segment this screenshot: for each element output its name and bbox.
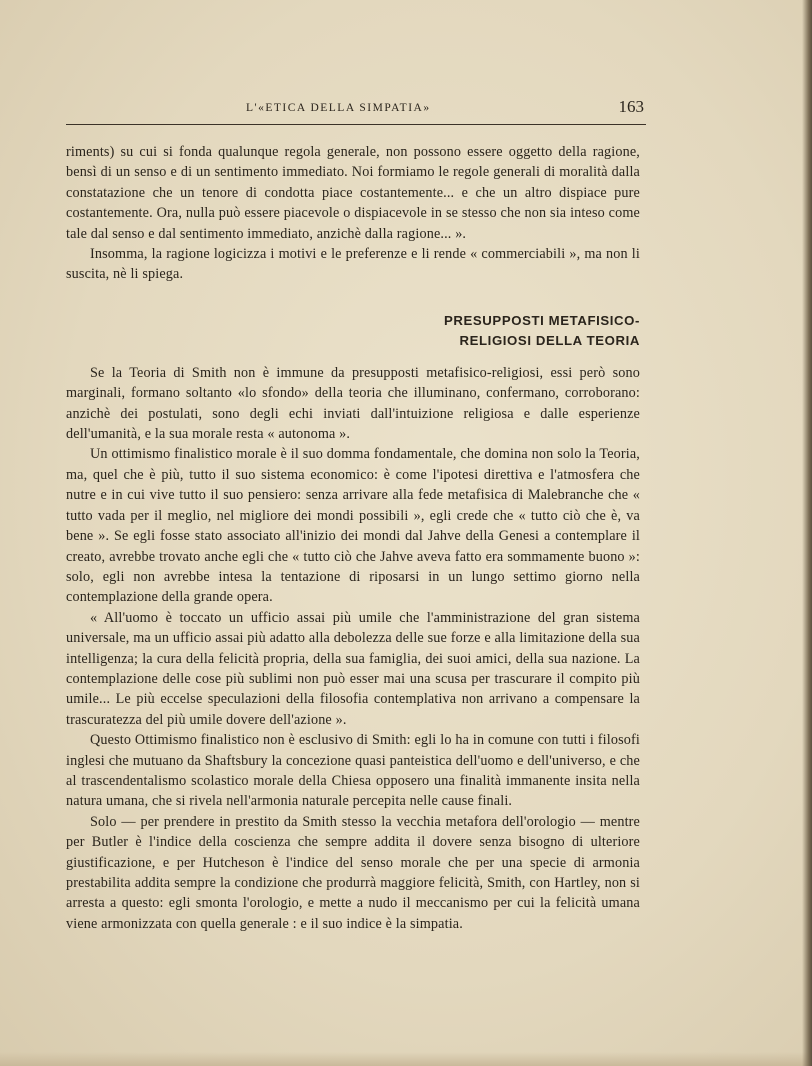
running-title: L'«ETICA DELLA SIMPATIA»	[246, 102, 431, 114]
section-heading	[66, 311, 640, 351]
paragraph: Questo Ottimismo finalistico non è esclusivo di Smith: egli lo ha in comune con tutti i filosofi inglesi che mutuano da Shaftsbury la concezione quasi panteistica dell'uomo e dell'universo, e che al trascendentalismo scolastico morale della Chiesa opposero una finalità immanente insita nella natura umana, che si rivela nell'armonia naturale percepita nelle cause finali.	[66, 732, 640, 810]
quote-paragraph: « All'uomo è toccato un ufficio assai più umile che l'amministrazione del gran sistema universale, ma un ufficio assai più adatto alla debolezza delle sue forze e alla limitazione della sua intelligenza; la cura della felicità propria, della sua famiglia, dei suoi amici, della sua nazione. La contemplazione delle cose più sublimi non può esser mai una scusa per trascurare il compito più umile... Le più eccelse speculazioni della filosofia contemplativa non arrivano a compensare la trascuratezza del più umile dovere dell'azione ».	[66, 609, 640, 728]
paragraph: Solo — per prendere in prestito da Smith stesso la vecchia metafora dell'orologio — mentre per Butler è l'indice della coscienza che sempre addita il dovere senza bisogno di ulteriore giustificazione, e per Hutcheson è l'indice del senso morale che per una specie di armonia prestabilita addita sempre la condizione che produrrà maggiore felicità, Smith, con Hartley, non si arresta a questo: egli smonta l'orologio, e mette a nudo il meccanismo per cui la felicità umana viene armonizzata con quella generale : e il suo indice è la simpatia.	[66, 813, 640, 932]
paragraph: Se la Teoria di Smith non è immune da presupposti metafisico-religiosi, essi però sono marginali, formano soltanto «lo sfondo» della teoria che illuminano, confermano, corroborano: anzichè dei postulati, sono degli echi inviati dall'intuizione religiosa e dalle esperienze dell'umanità, e la sua morale resta « autonoma ».	[66, 364, 640, 443]
paragraph: Un ottimismo finalistico morale è il suo domma fondamentale, che domina non solo la Teoria, ma, quel che è più, tutto il suo sistema economico: è come l'ipotesi direttiva e l'atmosfera che nutre e in cui vive tutto il suo pensiero: senza arrivare alla fede metafisica di Malebranche che « tutto vada per il meglio, nel migliore dei mondi possibili », egli crede che « tutto ciò che è, va bene ». Se egli fosse stato associato all'inizio dei mondi dal Jahve della Genesi a contemplare il creato, avrebbe trovato anche egli che « tutto ciò che Jahve aveva fatto era sommamente buono »: solo, egli non avrebbe intesa la tentazione di riposarsi in un lungo settimo giorno nella contemplazione della grande opera.	[66, 446, 640, 606]
paragraph-continued: riments) su cui si fonda qualunque regola generale, non possono essere oggetto della ragione, bensì di un senso e di un sentimento immediato. Noi formiamo le regole generali di moralità dalla constatazione che un tenore di condotta piace costantemente... e che un altro dispiace pure costantemente. Ora, nulla può essere piacevole o dispiacevole in se stesso che non sia inteso come tale dal senso e dal sentimento immediato, anzichè dalla ragione... ».	[66, 144, 640, 242]
page-body	[66, 142, 640, 934]
section-heading-line: PRESUPPOSTI METAFISICO-	[444, 312, 640, 328]
paragraph: Insomma, la ragione logicizza i motivi e le preferenze e li rende « commerciabili », ma non li suscita, nè li spiega.	[66, 246, 640, 283]
running-header	[66, 98, 646, 125]
section-heading-line: RELIGIOSI DELLA TEORIA	[459, 332, 640, 348]
page-number: 163	[618, 97, 644, 116]
